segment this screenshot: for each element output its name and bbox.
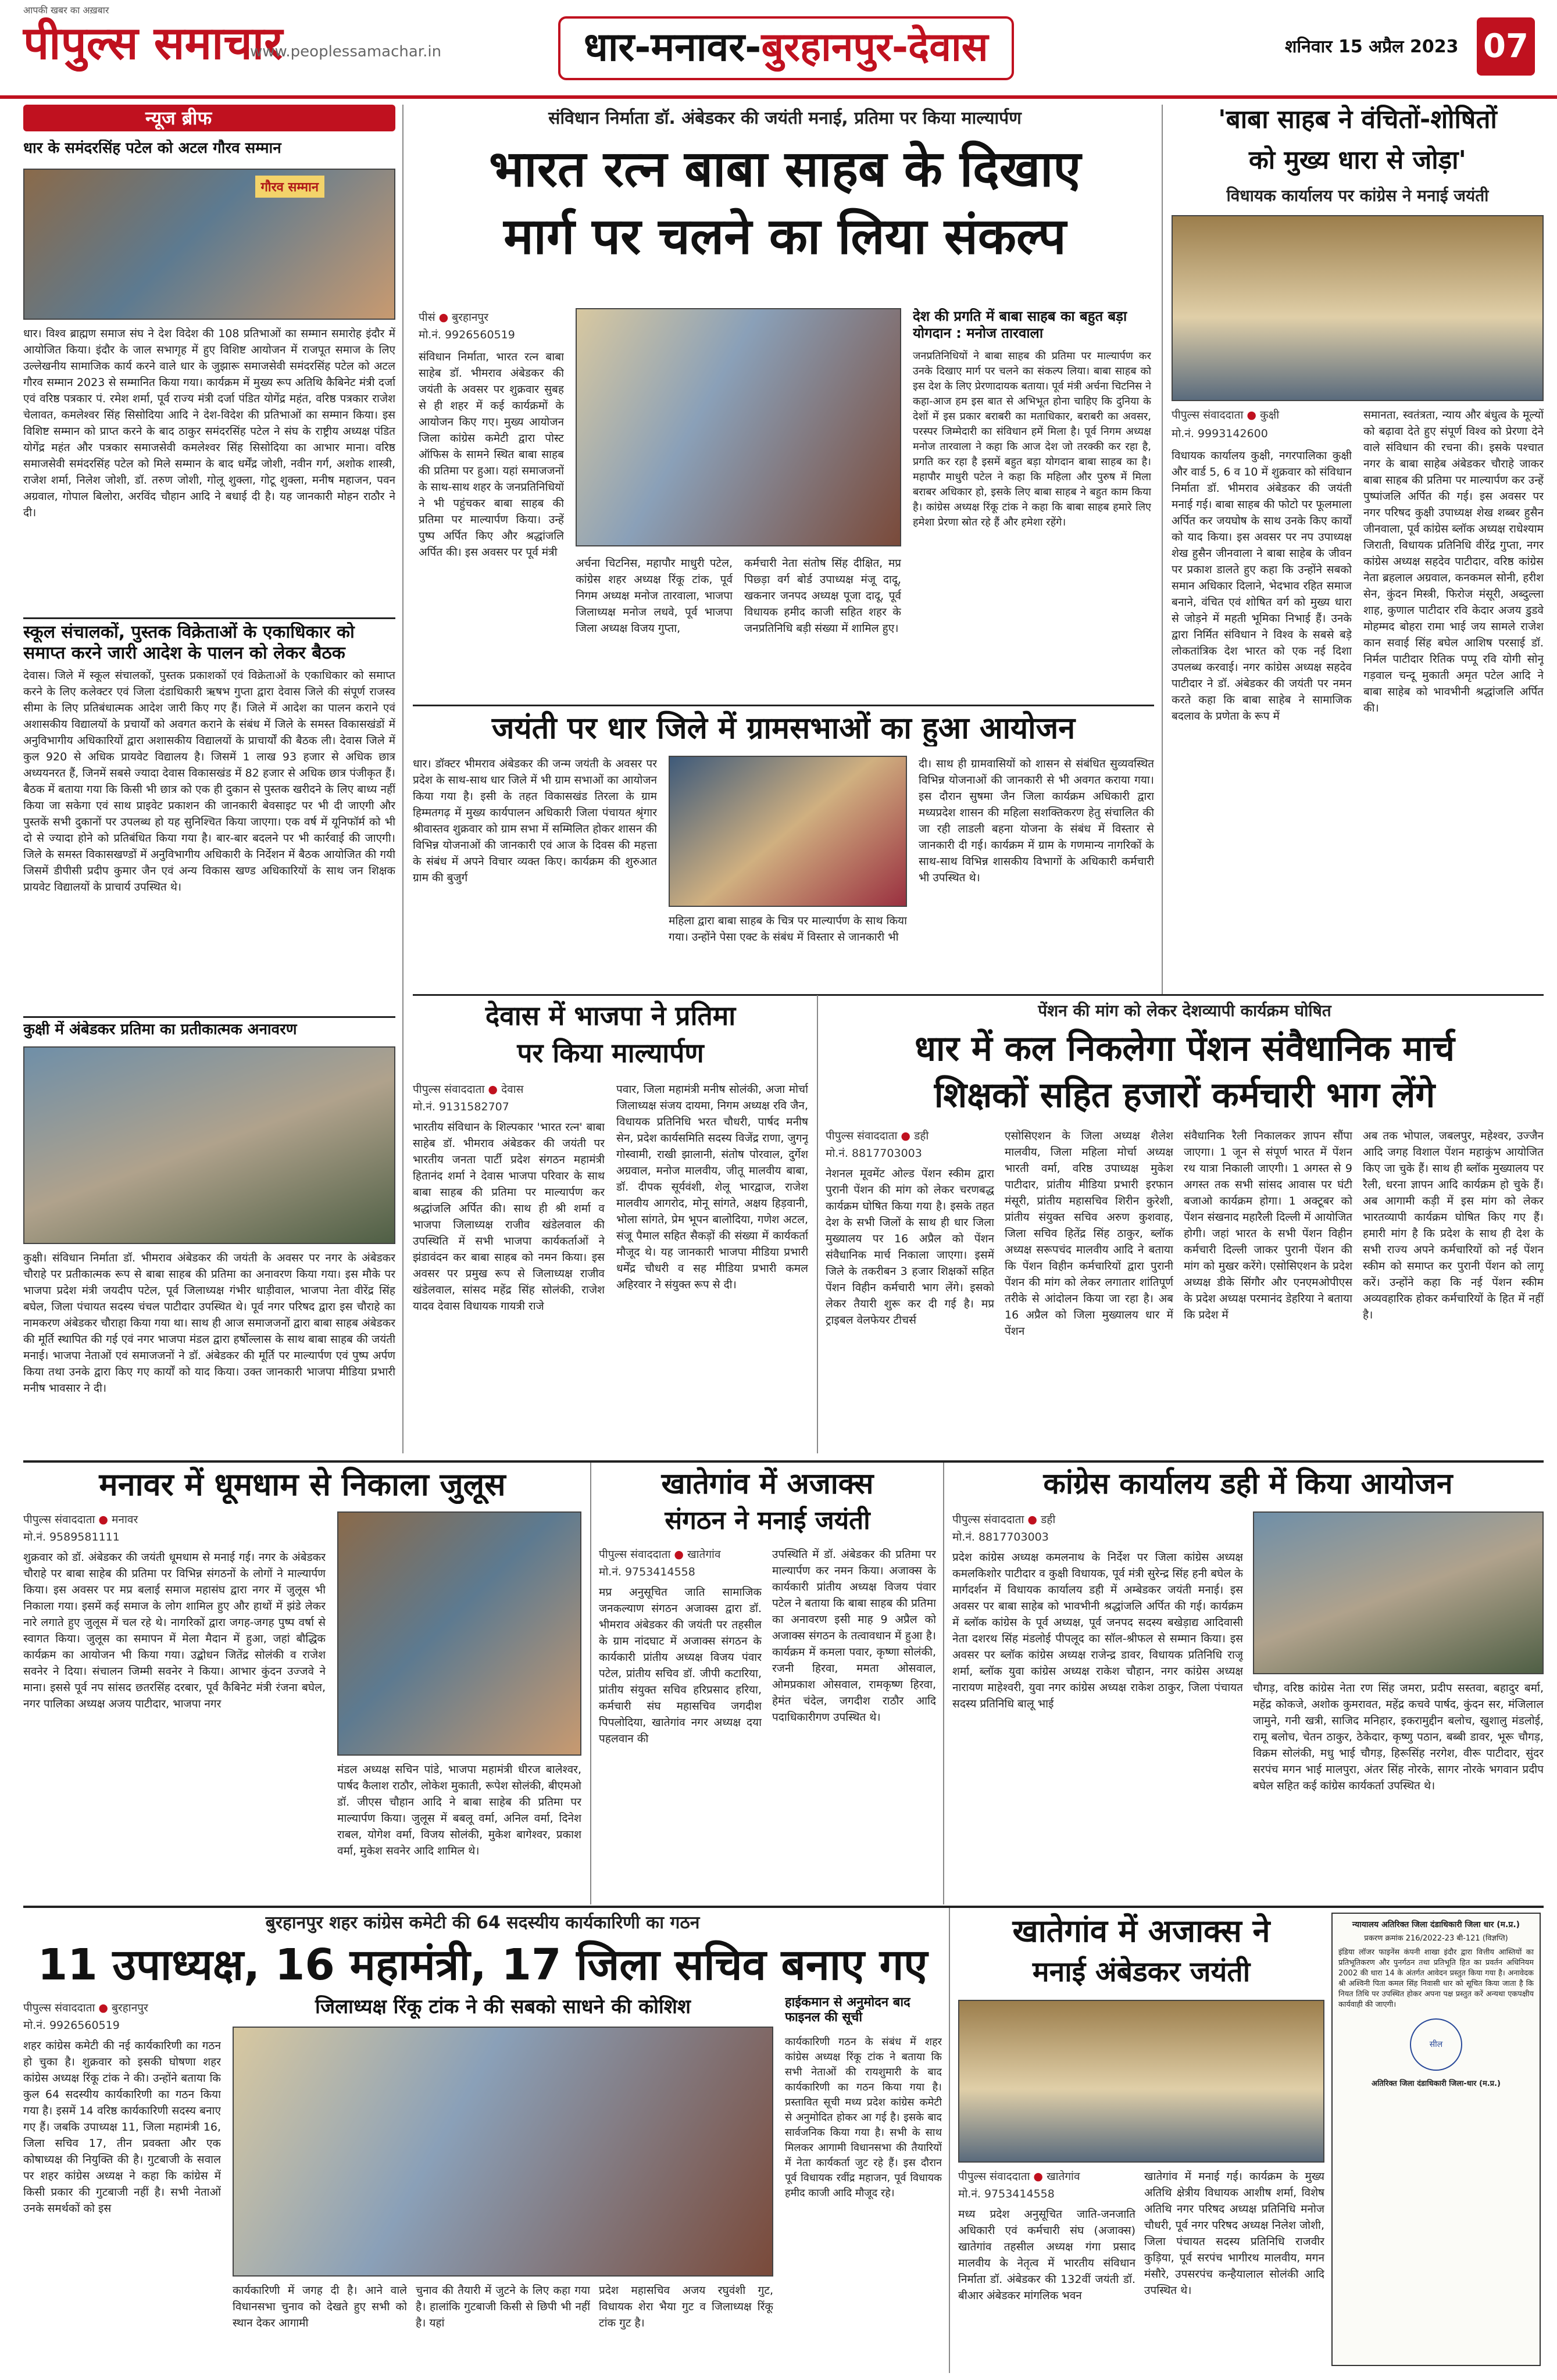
s1-body: धार। विश्व ब्राह्मण समाज संघ ने देश विदेश की 108 प्रतिभाओं का सम्मान समारोह इंदौर में आयोजित किया। इंदौर के जाल सभागृह में हुए विशिष्ट आयोजन में राजपूत समाज के लिए उल्लेखनीय सामाजिक कार्य करने वाले धार के जुझारू समाजसेवी समंदरसिंह पटेल को अटल गौरव सम्मान 2023 से सम्मानित किया गया। कार्यक्रम में मुख्य रूप अतिथि कैबिनेट मंत्री दर्जा एवं वरिष्ठ पत्रकार पं. रमेश शर्मा, पूर्व राज्य मंत्री दर्जा पंडित योगेंद्र महंत, वरिष्ठ पत्रकार राजेश चेलावत, कमलेश्वर सिंह सिसोदिया आदि ने देश-विदेश की प्रतिभाओं का सम्मान किया। इस विशिष्ट सम्मान को प्राप्त करने के बाद ठाकुर समंदरसिंह पटेल ने संघ के राष्ट्रीय अध्यक्ष पंडित योगेंद्र महंत और पत्रकार समाजसेवी कमलेश्वर सिंह सिसोदिया का आभार माना। वरिष्ठ समाजसेवी समंदरसिंह पटेल को मिले सम्मान के बाद धर्मेंद्र जोशी, नवीन गर्ग, अशोक शास्त्री, राजेश शर्मा, निलेश जोशी, डॉ. तरुण जोशी, गोलू शुक्ला, गोटू शुक्ला, मनीष महाजन, पवन अग्रवाल, गोपाल बिलोरा, अरविंद चौहान आदि ने बधाई दी है। यह जानकारी मोहन राठौर ने दी।: [23, 327, 395, 519]
page-number: 07: [1477, 17, 1535, 76]
kh2-headline-2: मनाई अंबेडकर जयंती: [1032, 1956, 1251, 1988]
lead-side-body: जनप्रतिनिधियों ने बाबा साहब की प्रतिमा पर माल्यार्पण कर उनके दिखाए मार्ग पर चलने का संकल्प लिया। बाबा साहब को इस देश के लिए प्रेरणादायक बताया। पूर्व मंत्री अर्चना चिटनिस ने कहा-आज हम इस बात से अभिभूत होना चाहिए कि दुनिया के देशों में इस प्रकार बराबरी का मताधिकार, बराबरी का अवसर, परस्पर जिम्मेदारी का संविधान हमें मिला है। पूर्व निगम अध्यक्ष मनोज तारवाला ने कहा कि आज देश जो तरक्की कर रहा है, प्रगति कर रहा है इसमें बहुत बड़ा योगदान बाबा साहब का है। महापौर माधुरी पटेल ने कहा कि महिला और पुरुष में मिला बराबर अधिकार हो, इसके लिए बाबा साहब ने बहुत काम किया है। कांग्रेस अध्यक्ष रिंकू टांक ने कहा कि बाबा साहब हमारे लिए हमेशा प्रेरणा स्रोत रहे हैं और हमेशा रहेंगे।: [913, 350, 1151, 528]
manawar-headline: मनावर में धूमधाम से निकाला जुलूस: [99, 1466, 506, 1503]
section-title: [558, 16, 1014, 80]
divider: [23, 1906, 1544, 1908]
notice-title: न्यायालय अतिरिक्त जिला दंडाधिकारी जिला धार (म.प्र.): [1352, 1920, 1520, 1929]
burhan-kicker: बुरहानपुर शहर कांग्रेस कमेटी की 64 सदस्यीय कार्यकारिणी का गठन: [265, 1913, 700, 1933]
kh1-headline-1: खातेगांव में अजाक्स: [661, 1467, 874, 1500]
byline-name: पीपुल्स संवाददाता: [23, 1513, 95, 1526]
byline-name: पीपुल्स संवाददाता: [826, 1130, 898, 1142]
kh1-col-2: उपस्थिति में डॉ. अंबेडकर की प्रतिमा पर माल्यार्पण कर नमन किया। अजाक्स के कार्यकारी प्रांतीय अध्यक्ष विजय पंवार पटेल ने बताया कि बाबा साहब की प्रतिमा का अनावरण इसी माह 9 अप्रैल को अजाक्स संगठन के तत्वावधान में हुआ है। कार्यक्रम में कमला पवार, कृष्णा सोलंकी, रजनी हिरवा, ममता ओसवाल, ओमप्रकाश ओसवाल, रामकृष्ण हिरवा, हेमंत चंदेल, जगदीश राठौर आदि पदाधिकारीगण उपस्थित थे।: [772, 1548, 936, 1724]
byline-place: खातेगांव: [687, 1548, 721, 1561]
byline-name: पीपुल्स संवाददाता: [599, 1548, 671, 1561]
s1-photo: [23, 169, 395, 320]
news-brief-label: न्यूज ब्रीफ: [23, 105, 395, 131]
lead-side-headline: देश की प्रगति में बाबा साहब का बहुत बड़ा योगदान : मनोज तारवाला: [913, 308, 1127, 341]
pension-kicker: पेंशन की मांग को लेकर देशव्यापी कार्यक्रम घोषित: [1038, 1001, 1331, 1020]
burhan-col-1: शहर कांग्रेस कमेटी की नई कार्यकारिणी का गठन हो चुका है। शुक्रवार को इसकी घोषणा शहर कांग्रेस अध्यक्ष रिंकू टांक ने की। उन्होंने बताया कि कुल 64 सदस्यीय कार्यकारिणी का गठन किया गया है। इसमें 14 वरिष्ठ कार्यकारिणी सदस्य बनाए गए हैं। जबकि उपाध्यक्ष 11, जिला महामंत्री 16, जिला सचिव 17, तीन प्रवक्ता और एक कोषाध्यक्ष की नियुक्ति की है। गुटबाजी के सवाल पर शहर कांग्रेस अध्यक्ष ने कहा कि कांग्रेस में किसी प्रकार की गुटबाजी नहीं है। सभी नेताओं उनके समर्थकों को इस: [23, 2039, 221, 2215]
byline-place: मनावर: [112, 1513, 138, 1526]
website-url[interactable]: www.peoplessamachar.in: [250, 43, 442, 60]
burhan-byline: पीपुल्स संवाददाता ● बुरहानपुर: [23, 2002, 148, 2014]
r1-photo: [1172, 215, 1544, 401]
kh2-col-1: मध्य प्रदेश अनुसूचित जाति-जनजाति अधिकारी एवं कर्मचारी संघ (अजाक्स) खातेगांव तहसील अध्यक्ष गंगा प्रसाद मालवीय के नेतृत्व में भारतीय संविधान निर्माता डॉ. अंबेडकर की 132वीं जयंती डॉ. बीआर अंबेडकर मांगलिक भवन: [958, 2208, 1135, 2302]
burhan-col-4: प्रदेश महासचिव अजय रघुवंशी गुट, विधायक शेरा भैया गुट व जिलाध्यक्ष रिंकू टांक गुट है।: [599, 2284, 773, 2329]
lead-col-2: अर्चना चिटनिस, महापौर माधुरी पटेल, कांग्रेस शहर अध्यक्ष रिंकू टांक, पूर्व निगम अध्यक्ष मनोज तारवाला, भाजपा जिलाध्यक्ष मनोज लधवे, पूर्व भाजपा जिला अध्यक्ष विजय गुप्ता,: [576, 557, 733, 635]
pension-headline-1: धार में कल निकलेगा पेंशन संवैधानिक मार्च: [915, 1028, 1455, 1069]
manawar-byline: पीपुल्स संवाददाता ● मनावर: [23, 1513, 138, 1526]
byline-place: देवास: [501, 1083, 524, 1096]
dewas-headline-2: पर किया माल्यार्पण: [517, 1037, 704, 1069]
legal-notice: [1331, 1913, 1541, 2366]
dewas-mobile: मो.नं. 9131582707: [413, 1100, 509, 1113]
dahi-photo: [1253, 1511, 1544, 1674]
section-title-a: धार-मनावर-: [584, 24, 762, 70]
s3-body: कुक्षी। संविधान निर्माता डॉ. भीमराव अंबेडकर की जयंती के अवसर पर नगर के अंबेडकर चौराहे पर प्रतीकात्मक रूप से बाबा साहब की प्रतिमा का अनावरण किया गया। इस मौके पर भाजपा प्रदेश मंत्री जयदीप पटेल, पूर्व जिलाध्यक्ष गंभीर धाड़ीवाल, भाजपा नेता वीरेंद्र सिंह बघेल, जिला पंचायत सदस्य चंचल पाटीदार उपस्थित थे। पूर्व नगर परिषद द्वारा इस चौराहे का नामकरण अंबेडकर चौराहा किया गया था। साथ ही आज समाजजनों द्वारा बाबा साहब अंबेडकर की मूर्ति स्थापित की गई एवं नगर भाजपा मंडल द्वारा हर्षोल्लास के साथ बाबा साहब की जयंती मनाई। भाजपा नेताओं एवं समाजजनों ने डॉ. अंबेडकर की मूर्ति पर माल्यार्पण एवं पुष्प अर्पण किया तथा उनके द्वारा किए गए कार्यों को याद किया। उक्त जानकारी भाजपा मीडिया प्रभारी मनीष भावसार ने दी।: [23, 1252, 395, 1395]
kh2-headline-1: खातेगांव में अजाक्स ने: [1012, 1913, 1270, 1949]
column-divider: [590, 1463, 591, 1904]
gram-caption: महिला द्वारा बाबा साहब के चित्र पर माल्यार्पण के साथ किया गया। उन्होंने पेसा एक्ट के संबंध में विस्तार से जानकारी भी: [669, 914, 907, 944]
kh1-headline-2: संगठन ने मनाई जयंती: [665, 1506, 870, 1535]
burhan-col-3: चुनाव की तैयारी में जुटने के लिए कहा गया है। हालांकि गुटबाजी किसी से छिपी भी नहीं है। यहां: [416, 2284, 590, 2329]
byline-name: पीपुल्स संवाददाता: [413, 1083, 485, 1096]
burhan-col-2: कार्यकारिणी में जगह दी है। आने वाले विधानसभा चुनाव को देखते हुए सभी को स्थान देकर आगामी: [233, 2284, 407, 2329]
notice-case: प्रकरण क्रमांक 216/2022-23 बी-121 (विज्ञप्ति): [1364, 1934, 1508, 1943]
pension-col-2: एसोसिएशन के जिला अध्यक्ष शैलेश मालवीय, जिला महिला मोर्चा अध्यक्ष भारती वर्मा, वरिष्ठ उपाध्यक्ष मुकेश पाटीदार, प्रांतीय मीडिया प्रभारी इरफान मंसूरी, प्रांतीय महासचिव शिरीन कुरेशी, प्रांतीय संयुक्त सचिव अरुण कुशवाह, जिला सचिव हितेंद्र सिंह ठाकुर, ब्लॉक अध्यक्ष सरूपचंद मालवीय आदि ने बताया कि पेंशन विहीन कर्मचारियों द्वारा पुरानी पेंशन की मांग को लेकर लगातार शांतिपूर्ण तरीके से आंदोलन किया जा रहा है। अब 16 अप्रैल को जिला मुख्यालय धार में पेंशन: [1005, 1130, 1173, 1338]
lead-mobile: मो.नं. 9926560519: [419, 328, 515, 341]
dahi-col-2: चौगड़, वरिष्ठ कांग्रेस नेता रण सिंह जमरा, प्रदीप सस्तवा, बहादुर बर्मा, महेंद्र कोकजे, अशोक कुमरावत, महेंद्र कचवे पार्षद, कुंदन सर, मंजिलाल जामुने, गनी खत्री, साजिद मनिहार, इकरामुद्दीन बलोच, खुशालु मंडलोई, रामू बलोच, चेतन ठाकुर, ठेकेदार, कृष्णु पठान, बब्बी डावर, भूरू चौगड़, विक्रम सोलंकी, मधु भाई चौगड़, हिरूसिंह नरगेश, वीरू पाटीदार, सुंदर सरपंच मगन भाई मालपुरा, अंतर सिंह नोरके, सागर नोरके भगवान प्रदीप बघेल सहित कई कांग्रेस कार्यकर्ता उपस्थित थे।: [1253, 1682, 1544, 1792]
byline-place: बुरहानपुर: [112, 2002, 148, 2014]
r1-mobile: मो.नं. 9993142600: [1172, 427, 1268, 440]
manawar-col-2: मंडल अध्यक्ष सचिन पांडे, भाजपा महामंत्री धीरज बालेश्वर, पार्षद कैलाश राठौर, लोकेश मुकाती, रूपेश सोलंकी, बीएमओ डॉ. जीएस चौहान आदि ने बाबा साहेब की प्रतिमा पर माल्यार्पण किया। जुलूस में बबलू वर्मा, अनिल वर्मा, दिनेश राबल, योगेश वर्मा, विजय सोलंकी, मुकेश बागेश्वर, प्रकाश वर्मा, मुकेश सवनेर आदि शामिल थे।: [337, 1763, 581, 1857]
lead-col-1: संविधान निर्माता, भारत रत्न बाबा साहेब डॉ. भीमराव अंबेडकर की जयंती के अवसर पर शुक्रवार सुबह से ही शहर में कई कार्यक्रमों के आयोजन किए गए। मुख्य आयोजन जिला कांग्रेस कमेटी द्वारा पोस्ट ऑफिस के सामने स्थित बाबा साहब की प्रतिमा पर हुआ। यहां समाजजनों के साथ-साथ शहर के जनप्रतिनिधियों ने भी पहुंचकर बाबा साहब की प्रतिमा पर माल्यार्पण किया। उन्हें पुष्प अर्पित किए और श्रद्धांजलि अर्पित की। इस अवसर पर पूर्व मंत्री: [419, 351, 564, 559]
r1-kicker: विधायक कार्यालय पर कांग्रेस ने मनाई जयंती: [1226, 186, 1489, 205]
gram-photo: [669, 756, 907, 907]
byline-name: पीपुल्स संवाददाता: [958, 2170, 1030, 2183]
burhan-side-body: कार्यकारिणी गठन के संबंध में शहर कांग्रेस अध्यक्ष रिंकू टांक ने बताया कि सभी नेताओं की रायशुमारी के बाद कार्यकारिणी का गठन किया गया है। प्रस्तावित सूची मध्य प्रदेश कांग्रेस कमेटी से अनुमोदित होकर आ गई है। इसके बाद सार्वजनिक किया गया है। सभी के साथ मिलकर आगामी विधानसभा की तैयारियों में नेता कार्यकर्ता जुट रहे हैं। इस दौरान पूर्व विधायक रवींद्र महाजन, पूर्व विधायक हमीद काजी आदि मौजूद रहे।: [785, 2036, 942, 2199]
r1-byline: पीपुल्स संवाददाता ● कुक्षी: [1172, 409, 1280, 421]
byline-place: डही: [914, 1130, 929, 1142]
column-divider: [402, 105, 403, 1453]
dewas-byline: पीपुल्स संवाददाता ● देवास: [413, 1083, 524, 1096]
kh2-mobile: मो.नं. 9753414558: [958, 2188, 1055, 2200]
kh1-mobile: मो.नं. 9753414558: [599, 1566, 695, 1578]
kh1-col-1: मप्र अनुसूचित जाति सामाजिक जनकल्याण संगठन अजाक्स द्वारा डॉ. भीमराव अंबेडकर की जयंती पर तहसील के ग्राम नांदघाट में अजाक्स संगठन के कार्यकारी प्रांतीय अध्यक्ष विजय पंवार पटेल, प्रांतीय सचिव डॉ. जीपी कटारिया, प्रांतीय संयुक्त सचिव हरिप्रसाद हरिया, कर्मचारी संघ महासचिव जगदीश पिपलोदिया, खातेगांव नगर अध्यक्ष दया पहलवान की: [599, 1586, 762, 1745]
pension-mobile: मो.नं. 8817703003: [826, 1147, 922, 1160]
dewas-headline-1: देवास में भाजपा ने प्रतिमा: [485, 1000, 736, 1031]
divider: [23, 617, 395, 619]
burhan-subhead: जिलाध्यक्ष रिंकू टांक ने की सबको साधने की कोशिश: [315, 1995, 691, 2018]
s2-body: देवास। जिले में स्कूल संचालकों, पुस्तक प्रकाशकों एवं विक्रेताओं के एकाधिकार को समाप्त करने के लिए कलेक्टर एवं जिला दंडाधिकारी ऋषभ गुप्ता द्वारा देवास जिले की संपूर्ण राजस्व सीमा के लिए प्रतिबंधात्मक आदेश जारी किए गए हैं। जिले में आदेश का पालन कराने एवं अशासकीय विद्यालयों के प्रचार्यों को अवगत कराने के संबंध में जिले के समस्त विकासखंडों में अनुविभागीय अधिकारियों द्वारा अशासकीय विद्यालयों के प्राचार्यों की बैठक ली। देवास जिले में कुल 920 से अधिक प्रायवेट विद्यालय है। जिसमें 1 लाख 93 हजार से अधिक छात्र अध्ययनरत हैं, जिनमें सबसे ज्यादा देवास विकासखंड में 82 हजार से अधिक छात्र पंजीकृत हैं। बैठक में बताया गया कि किसी भी छात्र को एक ही दुकान से पुस्तक खरीदने के लिए बाध्य नहीं किया जा सकेगा एवं साथ प्राइवेट प्रकाशन की जानकारी बेवसाइट पर भी दी जाएगी और पुस्तकें सभी दुकानों पर उपलब्ध हो यह सुनिश्चित किया जाएगा। एक वर्ष में यूनिफॉर्म को भी दो से ज्यादा होने को प्रतिबंधित किया गया है। बार-बार बदलने पर भी कार्रवाई की जाएगी। जिले के समस्त विकासखण्डों में अनुविभागीय अधिकारी के निर्देशन में बैठक आयोजित की गयी जिसमें डीपीसी प्रदीप कुमार जैन एवं अन्य विकास खण्ड अधिकारियों के साथ जन शिक्षक प्रायवेट विद्यालयों के प्राचार्य उपस्थित थे।: [23, 669, 395, 894]
pension-byline: पीपुल्स संवाददाता ● डही: [826, 1130, 929, 1142]
kh1-byline: पीपुल्स संवाददाता ● खातेगांव: [599, 1548, 721, 1561]
s3-photo: [23, 1046, 395, 1244]
byline-place: कुक्षी: [1260, 409, 1280, 421]
section-title-b: बुरहानपुर-देवास: [761, 24, 988, 70]
notice-body: इंडिया लॉजर फाइनेंस कंपनी शाखा इंदौर द्वारा वित्तीय आस्तियों का प्रतिभूतिकरण और पुनर्गठन तथा प्रतिभूति हित का प्रवर्तन अधिनियम 2002 की धारा 14 के अंतर्गत आवेदन प्रस्तुत किया गया है। अनावेदक श्री अश्विनी पिता कमल सिंह निवासी धार को सूचित किया जाता है कि नियत तिथि पर उपस्थित होकर अपना पक्ष प्रस्तुत करें अन्यथा एकपक्षीय कार्यवाही की जाएगी।: [1338, 1948, 1534, 2009]
r1-col-2: समानता, स्वतंत्रता, न्याय और बंधुत्व के मूल्यों को बढ़ावा देते हुए संपूर्ण विश्व को प्रेरणा देने वाले संविधान की रचना की। इसके पश्चात नगर के बाबा साहेब अंबेडकर चौराहे जाकर बाबा साहब की प्रतिमा पर माल्यार्पण कर उन्हें पुष्पांजलि अर्पित की गई। इस अवसर पर नगर परिषद कुक्षी उपाध्यक्ष शेख शब्बर हुसैन जीनवाला, पूर्व कांग्रेस ब्लॉक अध्यक्ष राधेश्याम जिराती, विधायक प्रतिनिधि वीरेंद्र गुप्ता, नगर कांग्रेस अध्यक्ष सहदेव पाटीदार, वरिष्ठ कांग्रेस नेता ब्रहलाल अग्रवाल, कनकमल सोनी, हरीश सेन, कुंदन मिस्त्री, फिरोज मंसूरी, अब्दुल्ला शाह, कुणाल पाटीदार रवि केदार अजय डुडवे मोहम्मद बोहरा रामा भाई जय सामले राजेश कान सवाई सिंह बघेल आशिष परसाई डॉ. निर्मल पाटीदार रितिक पप्पू रवि योगी सोनू गड़वाल चन्दू मुकाती अमृत पटेल आदि ने बाबा साहेब को भावभीनी श्रद्धांजलि अर्पित की।: [1363, 409, 1544, 714]
lead-byline: पीसं ● बुरहानपुर: [419, 311, 488, 324]
kh2-photo: [958, 2000, 1324, 2163]
byline-name: पीसं: [419, 311, 435, 324]
divider: [23, 1460, 1544, 1463]
r1-headline-2: को मुख्य धारा से जोड़ा': [1248, 145, 1467, 175]
lead-headline-1: भारत रत्न बाबा साहब के दिखाए: [488, 140, 1081, 198]
manawar-mobile: मो.नं. 9589581111: [23, 1531, 120, 1543]
dahi-col-1: प्रदेश कांग्रेस अध्यक्ष कमलनाथ के निर्देश पर जिला कांग्रेस अध्यक्ष कमलकिशोर पाटीदार व कुक्षी विधायक, पूर्व मंत्री सुरेन्द्र सिंह हनी बघेल के मार्गदर्शन में विधायक कार्यालय डही में अम्बेडकर जयंती मनाई। इस अवसर पर बाबा साहेब को भावभीनी श्रद्धांजलि अर्पित की गई। कार्यक्रम में ब्लॉक कांग्रेस के पूर्व अध्यक्ष, पूर्व जनपद सदस्य बखेड़ाद्य आदिवासी नेता दशरथ सिंह मंडलोई पीपलूद का सॉल-श्रीफल से सम्मान किया। इस अवसर पर ब्लॉक कांग्रेस अध्यक्ष राजेन्द्र डावर, विधायक प्रतिनिधि राजू शर्मा, ब्लॉक युवा कांग्रेस अध्यक्ष राकेश चौहान, नगर कांग्रेस अध्यक्ष नारायण माहेश्वरी, युवा नगर कांग्रेस अध्यक्ष राकेश ठाकुर, जिला पंचायत सदस्य प्रतिनिधि बालू भाई: [952, 1551, 1243, 1710]
byline-name: पीपुल्स संवाददाता: [1172, 409, 1244, 421]
gram-col-3: दी। साथ ही ग्रामवासियों को शासन से संबंधित सुव्यवस्थित विभिन्न योजनाओं की जानकारी से भी अवगत कराया गया। इस दौरान सुषमा जैन जिला कार्यक्रम अधिकारी द्वारा मध्यप्रदेश शासन की महिला सशक्तिकरण हेतु संचालित की जा रही लाडली बहना योजना के संबंध में विस्तार से जानकारी दी गई। कार्यक्रम में ग्राम के गणमान्य नागरिकों के साथ-साथ विभिन्न शासकीय विभागों के अधिकारी कर्मचारी भी उपस्थित थे।: [919, 757, 1154, 884]
lead-headline-2: मार्ग पर चलने का लिया संकल्प: [503, 208, 1066, 266]
byline-name: पीपुल्स संवाददाता: [952, 1513, 1024, 1526]
tagline: आपकी खबर का अख़बार: [23, 5, 109, 16]
byline-place: डही: [1041, 1513, 1056, 1526]
pension-col-4: अब तक भोपाल, जबलपुर, महेश्वर, उज्जैन आदि जगह विशाल पेंशन महाकुंभ आयोजित किए जा चुके हैं। साथ ही ब्लॉक मुख्यालय पर रैली, धरना ज्ञापन आदि कार्यक्रम हो चुके हैं। अब आगामी कड़ी में इस मांग को लेकर भारतव्यापी कार्यक्रम घोषित किए गए हैं। हमारी मांग है कि प्रदेश के साथ ही देश के सभी राज्य अपने कर्मचारियों को नई पेंशन स्कीम को समाप्त कर पुरानी पेंशन को लागू करें। उन्होंने कहा कि नई पेंशन स्कीम अव्यवहारिक होकर कर्मचारियों के हित में नहीं है।: [1363, 1130, 1544, 1321]
masthead: [0, 0, 1557, 99]
lead-kicker: संविधान निर्माता डॉ. अंबेडकर की जयंती मनाई, प्रतिमा पर किया माल्यार्पण: [548, 108, 1022, 128]
divider: [23, 1016, 395, 1018]
notice-footer: अतिरिक्त जिला दंडाधिकारी जिला-धार (म.प्र.): [1372, 2079, 1501, 2088]
pension-col-1: नेशनल मूवमेंट ओल्ड पेंशन स्कीम द्वारा पुरानी पेंशन की मांग को लेकर चरणबद्ध कार्यक्रम घोषित किया गया है। इसके तहत देश के सभी जिलों के साथ ही धार जिला मुख्यालय पर 16 अप्रैल को पेंशन संवैधानिक मार्च निकाला जाएगा। इसमें जिले के तकरीबन 3 हजार शिक्षकों सहित पेंशन विहीन कर्मचारी भाग लेंगे। इसको लेकर तैयारी शुरू कर दी गई है। मप्र ट्राइबल वेलफेयर टीचर्स: [826, 1167, 994, 1327]
column-divider: [949, 1908, 950, 2373]
burhan-photo: [233, 2027, 773, 2277]
s1-photo-banner: गौरव सम्मान: [255, 176, 325, 198]
manawar-photo: [337, 1511, 581, 1756]
column-divider: [817, 995, 818, 1453]
gram-col-1: धार। डॉक्टर भीमराव अंबेडकर की जन्म जयंती के अवसर पर प्रदेश के साथ-साथ धार जिले में भी ग्राम सभाओं का आयोजन किया गया है। इसी के तहत विकासखंड तिरला के ग्राम हिम्मतगढ़ में मुख्य कार्यपालन अधिकारी जिला पंचायत श्रृंगार श्रीवास्तव शुक्रवार को ग्राम सभा में सम्मिलित होकर शासन की विभिन्न योजनाओं की जानकारी एवं आज के दिवस की महत्ता के संबंध में अपने विचार व्यक्त किए। कार्यक्रम की शुरुआत ग्राम की बुजुर्ग: [413, 757, 657, 884]
kh2-col-2: खातेगांव में मनाई गई। कार्यक्रम के मुख्य अतिथि क्षेत्रीय विधायक आशीष शर्मा, विशेष अतिथि नगर परिषद अध्यक्ष प्रतिनिधि मनोज चौधरी, पूर्व नगर परिषद अध्यक्ष निलेश जोशी, जिला पंचायत सदस्य प्रतिनिधि राजवीर कुड़िया, पूर्व सरपंच भागीरथ मालवीय, मगन मंसौरे, उपसरपंच कन्हैयालाल सोलंकी आदि उपस्थित थे।: [1144, 2170, 1324, 2297]
dewas-col-1: भारतीय संविधान के शिल्पकार 'भारत रत्न' बाबा साहेब डॉ. भीमराव अंबेडकर की जयंती पर भारतीय जनता पार्टी प्रदेश संगठन महामंत्री हितानंद शर्मा ने देवास भाजपा परिवार के साथ बाबा साहब की प्रतिमा पर माल्यार्पण कर श्रद्धांजलि अर्पित की। साथ ही श्री शर्मा व भाजपा जिलाध्यक्ष राजीव खंडेलवाल की उपस्थिति में सभी भाजपा कार्यकर्ताओं ने झंडावंदन कर बाबा साहब को नमन किया। इस अवसर पर प्रमुख रूप से जिलाध्यक्ष राजीव खंडेलवाल, सांसद महेंद्र सिंह सोलंकी, राजेश यादव देवास विधायक गायत्री राजे: [413, 1121, 605, 1313]
byline-place: बुरहानपुर: [452, 311, 488, 324]
newspaper-logo: पीपुल्स समाचार: [23, 17, 283, 70]
byline-name: पीपुल्स संवाददाता: [23, 2002, 95, 2014]
s1-headline: धार के समंदरसिंह पटेल को अटल गौरव सम्मान: [23, 140, 281, 157]
dahi-mobile: मो.नं. 8817703003: [952, 1531, 1049, 1543]
pension-headline-2: शिक्षकों सहित हजारों कर्मचारी भाग लेंगे: [934, 1075, 1435, 1116]
lead-photo: [576, 308, 901, 546]
notice-seal: सील: [1410, 2018, 1462, 2071]
dahi-byline: पीपुल्स संवाददाता ● डही: [952, 1513, 1056, 1526]
dahi-headline: कांग्रेस कार्यालय डही में किया आयोजन: [1043, 1467, 1453, 1500]
dewas-col-2: पवार, जिला महामंत्री मनीष सोलंकी, अजा मोर्चा जिलाध्यक्ष संजय दायमा, निगम अध्यक्ष रवि जैन, विधायक प्रतिनिधि भरत चौधरी, पार्षद मनीष सेन, प्रदेश कार्यसमिति सदस्य विजेंद्र राणा, जुगनू गोस्वामी, राखी झालानी, संतोष पोरवाल, दुर्गेश अग्रवाल, मनोज मालवीय, जीतू मालवीय बाबा, डॉ. दीपक सूर्यवंशी, शेलू भारद्वाज, राजेश मालवीय आगरोद, मोनू सांगते, अक्षय हिड़वानी, भोला सांगते, प्रेम भूपन बालोदिया, गणेश अटल, संजू पैमाल सहित सैकड़ों की संख्या में कार्यकर्ता मौजूद थे। यह जानकारी भाजपा मीडिया प्रभारी धर्मेंद्र चौधरी व सह मीडिया प्रभारी कमल अहिरवार ने संयुक्त रूप से दी।: [616, 1083, 808, 1291]
burhan-side-headline: हाईकमान से अनुमोदन बाद फाइनल की सूची: [785, 1995, 910, 2025]
divider: [413, 705, 1154, 706]
pension-col-3: संवैधानिक रैली निकालकर ज्ञापन सौंपा जाएगा। 1 जून से संपूर्ण भारत में पेंशन रथ यात्रा निकाली जाएगी। 1 अगस्त से 9 अगस्त तक सभी सांसद आवास पर घंटी बजाओ कार्यक्रम होगा। 1 अक्टूबर को पेंशन संखनाद महारैली दिल्ली में आयोजित होगी। जहां भारत के सभी पेंशन विहीन कर्मचारी दिल्ली जाकर पुरानी पेंशन की मांग को मुखर करेंगे। एसोसिएशन के प्रदेश अध्यक्ष डीके सिंगौर और एनएमओपीएस के प्रदेश अध्यक्ष परमानंद डेहरिया ने बताया कि प्रदेश में: [1184, 1130, 1352, 1321]
r1-headline-1: 'बाबा साहब ने वंचितों-शोषितों: [1218, 105, 1497, 134]
kh2-byline: पीपुल्स संवाददाता ● खातेगांव: [958, 2170, 1080, 2183]
burhan-headline: 11 उपाध्यक्ष, 16 महामंत्री, 17 जिला सचिव बनाए गए: [37, 1940, 928, 1990]
byline-place: खातेगांव: [1047, 2170, 1080, 2183]
issue-date: शनिवार 15 अप्रैल 2023: [1285, 37, 1459, 57]
gram-headline: जयंती पर धार जिले में ग्रामसभाओं का हुआ आयोजन: [491, 711, 1076, 746]
s2-headline: स्कूल संचालकों, पुस्तक विक्रेताओं के एकाधिकार को समाप्त करने जारी आदेश के पालन को लेकर बैठक: [23, 622, 355, 663]
divider: [413, 994, 1544, 996]
column-divider: [943, 1463, 944, 1904]
r1-col-1: विधायक कार्यालय कुक्षी, नगरपालिका कुक्षी और वार्ड 5, 6 व 10 में शुक्रवार को संविधान निर्माता डॉ. भीमराव अंबेडकर की जयंती मनाई गई। बाबा साहब की फोटो पर फूलमाला अर्पित कर जयघोष के साथ उनके किए कार्यों को याद किया। इस अवसर पर नप उपाध्यक्ष शेख हुसैन जीनवाला ने बाबा साहेब के जीवन पर प्रकाश डालते हुए कहा कि उन्होंने सबको समान अधिकार दिलाने, भेदभाव रहित समाज बनाने, वंचित एवं शोषित वर्ग को मुख्य धारा से जोड़ने में महती भूमिका निभाई हैं। उनके द्वारा निर्मित संविधान ने विश्व के सबसे बड़े लोकतांत्रिक देश भारत को एक नई दिशा उपलब्ध करवाई। नगर कांग्रेस अध्यक्ष सहदेव पाटीदार ने डॉ. अंबेडकर की जयंती पर नमन करते कहा कि बाबा साहेब ने सामाजिक बदलाव के प्रणेता के रूप में: [1172, 449, 1352, 723]
column-divider: [1162, 105, 1163, 994]
manawar-body: शुक्रवार को डॉ. अंबेडकर की जयंती धूमधाम से मनाई गई। नगर के अंबेडकर चौराहे पर बाबा साहेब की प्रतिमा पर विभिन्न संगठनों के लोगों ने माल्यार्पण किया। इस अवसर पर मप्र बलाई समाज महासंघ द्वारा नगर में जुलूस भी निकाला गया। इसमें कई समाज के लोग शामिल हुए और हाथों में झंडे लेकर नारे लगाते हुए जुलूस में चल रहे थे। नागरिकों द्वारा जगह-जगह पुष्प वर्षा से स्वागत किया। जुलूस का समापन में मेला मैदान में हुआ, जहां बौद्धिक कार्यक्रम का आयोजन भी किया गया। उद्बोधन जितेंद्र सोलंकी व राजेश सवनेर ने दिया। संचालन जिम्मी सवनेर ने किया। आभार कुंदन उज्जवे ने माना। इससे पूर्व नप सांसद छतरसिंह दरबार, पूर्व कैबिनेट मंत्री रंजना बघेल, नगर पालिका अध्यक्ष अजय पाटीदार, भाजपा नगर: [23, 1551, 326, 1710]
s3-headline: कुक्षी में अंबेडकर प्रतिमा का प्रतीकात्मक अनावरण: [23, 1021, 297, 1038]
lead-col-3: कर्मचारी नेता संतोष सिंह दीक्षित, मप्र पिछ्ड़ा वर्ग बोर्ड उपाध्यक्ष मंजू दादू, खकनार जनपद अध्यक्ष पूजा दादू, पूर्व विधायक हमीद काजी सहित शहर के जनप्रतिनिधि बड़ी संख्या में शामिल हुए।: [744, 557, 901, 635]
burhan-mobile: मो.नं. 9926560519: [23, 2019, 120, 2032]
